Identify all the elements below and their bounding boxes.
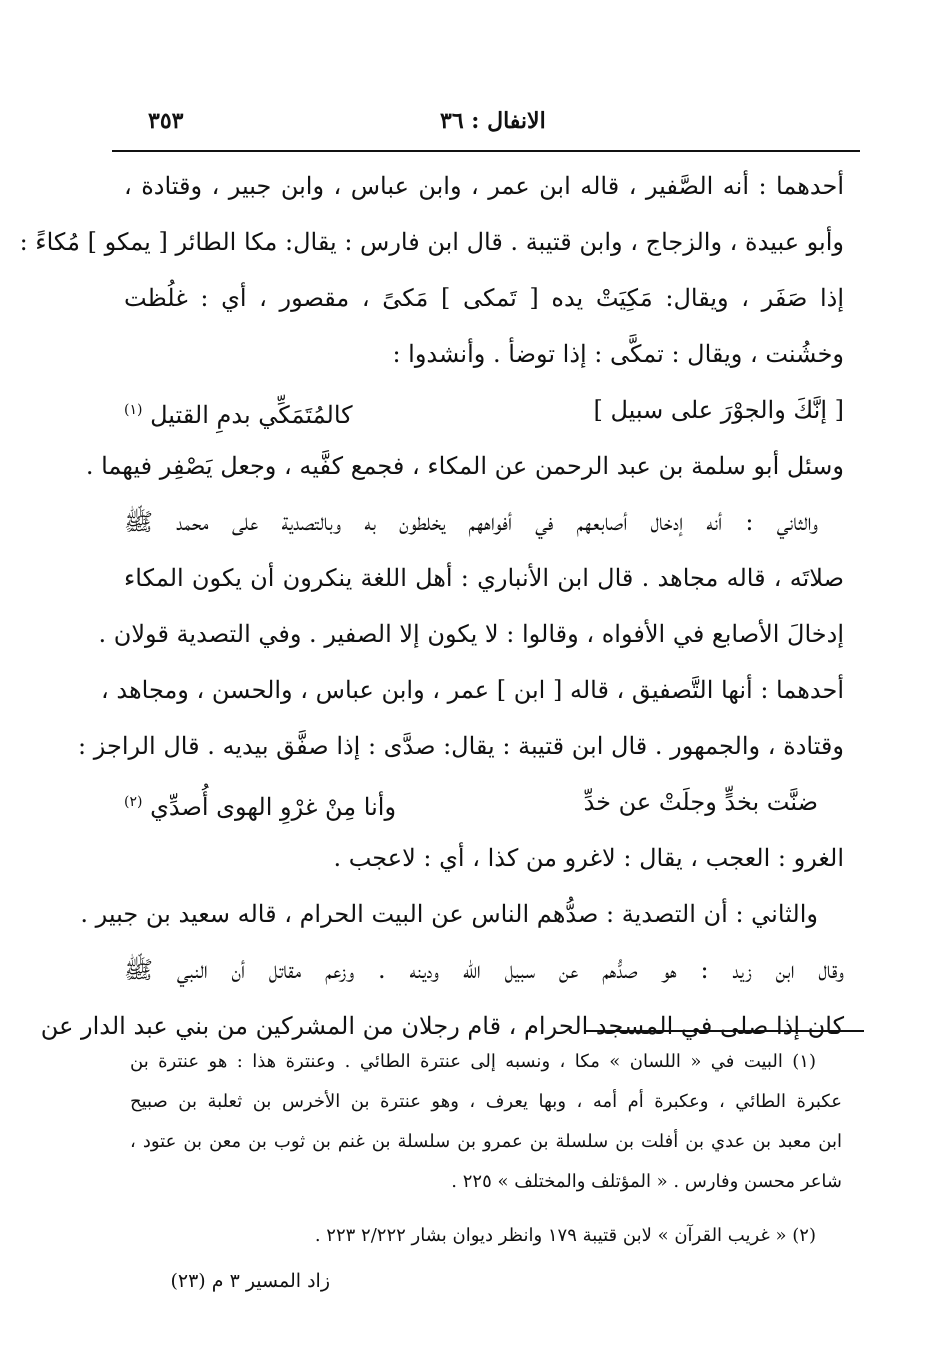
verse-hemistich-left (124, 774, 396, 830)
footnote-line: (٢) « غريب القرآن » لابن قتيبة ١٧٩ وانظر ديوان بشار ٢/٢٢٢ ٢٢٣ . (314, 1225, 816, 1246)
verse-line (124, 774, 844, 830)
footnote-line: ابن معبد بن عدي بن أفلت بن سلسلة بن عمرو بن سلسلة بن غنم بن ثوب بن معن بن عتود ، (130, 1131, 842, 1152)
footnote-ref: (٢) (124, 794, 143, 810)
footnote-line: شاعر محسن وفارس . « المؤتلف والمختلف » ٢٢٥ . (451, 1171, 842, 1192)
footnote-ref: (١) (124, 402, 143, 418)
text-line: وسئل أبو سلمة بن عبد الرحمن عن المكاء ، فجمع كفَّيه ، وجعل يَصْفِر فيهما . (85, 452, 844, 480)
text-line: وأبو عبيدة ، والزجاج ، وابن قتيبة . قال ابن فارس : يقال: مكا الطائر [ يمكو ] مُكاءً : (19, 228, 844, 256)
text-line: أحدهما : أنها التَّصفيق ، قاله [ ابن ] عمر ، وابن عباس ، والحسن ، ومجاهد ، (101, 676, 844, 704)
verse-text: كالمُتَمَكِّي بدمِ القتيل (150, 401, 353, 429)
verse-line (124, 382, 844, 438)
footnote-line: (١) البيت في « اللسان » مكا ، ونسبه إلى عنترة الطائي . وعنترة هذا : هو عنترة بن (130, 1051, 816, 1072)
printer-signature: زاد المسير ٣ م (٢٣) (170, 1270, 330, 1292)
footnote-line: عكبرة الطائي ، وعكبرة أم أمه ، وبها يعرف ، وهو عنترة بن الأخرس بن ثعلبة بن صبيح (130, 1091, 842, 1112)
verse-text: وأنا مِنْ غرْوِ الهوى أُصدِّي (150, 793, 397, 821)
footnote-rule (586, 1030, 864, 1032)
text-line: إذا صَفَر ، ويقال: مَكِيَتْ يده [ تَمكى ] مَكىً ، مقصور ، أي : غلُظت (124, 284, 844, 312)
verse-hemistich-right: [ إنَّكَ والجوْرَ على سبيل ] (593, 396, 844, 424)
text-line: الغرو : العجب ، يقال : لاغرو من كذا ، أي : لاعجب . (333, 844, 844, 872)
text-line: والثاني : أنه إدخال أصابعهم في أفواههم يخلطون به وبالتصدية على محمد ﷺ (124, 508, 818, 536)
running-header: الانفال : ٣٦ (440, 108, 546, 134)
header-rule (112, 150, 860, 152)
text-line: صلاتَه ، قاله مجاهد . قال ابن الأنباري : أهل اللغة ينكرون أن يكون المكاء (124, 564, 844, 592)
text-line: وقال ابن زيد : هو صدُّهم عن سبيل الله ودينه . وزعم مقاتل أن النبي ﷺ (124, 956, 844, 984)
main-text (19, 158, 844, 1054)
verse-hemistich-left (124, 382, 353, 438)
page-number: ٣٥٣ (148, 108, 184, 134)
text-line: كان إذا صلى في المسجد الحرام ، قام رجلان من المشركين من بني عبد الدار عن (40, 1012, 844, 1040)
text-line: أحدهما : أنه الصَّفير ، قاله ابن عمر ، وابن عباس ، وابن جبير ، وقتادة ، (124, 172, 844, 200)
text-line: وخشُنت ، ويقال : تمكَّى : إذا توضأ . وأنشدوا : (392, 340, 844, 368)
footnotes (130, 1042, 842, 1256)
verse-hemistich-right: ضنَّت بخدٍّ وجلَتْ عن خدِّ (583, 788, 818, 816)
text-line: إدخالَ الأصابع في الأفواه ، وقالوا : لا يكون إلا الصفير . وفي التصدية قولان . (98, 620, 844, 648)
text-line: وقتادة ، والجمهور . قال ابن قتيبة : يقال: صدَّى : إذا صفَّق بيديه . قال الراجز : (78, 732, 844, 760)
text-line: والثاني : أن التصدية : صدُّهم الناس عن البيت الحرام ، قاله سعيد بن جبير . (80, 900, 818, 928)
